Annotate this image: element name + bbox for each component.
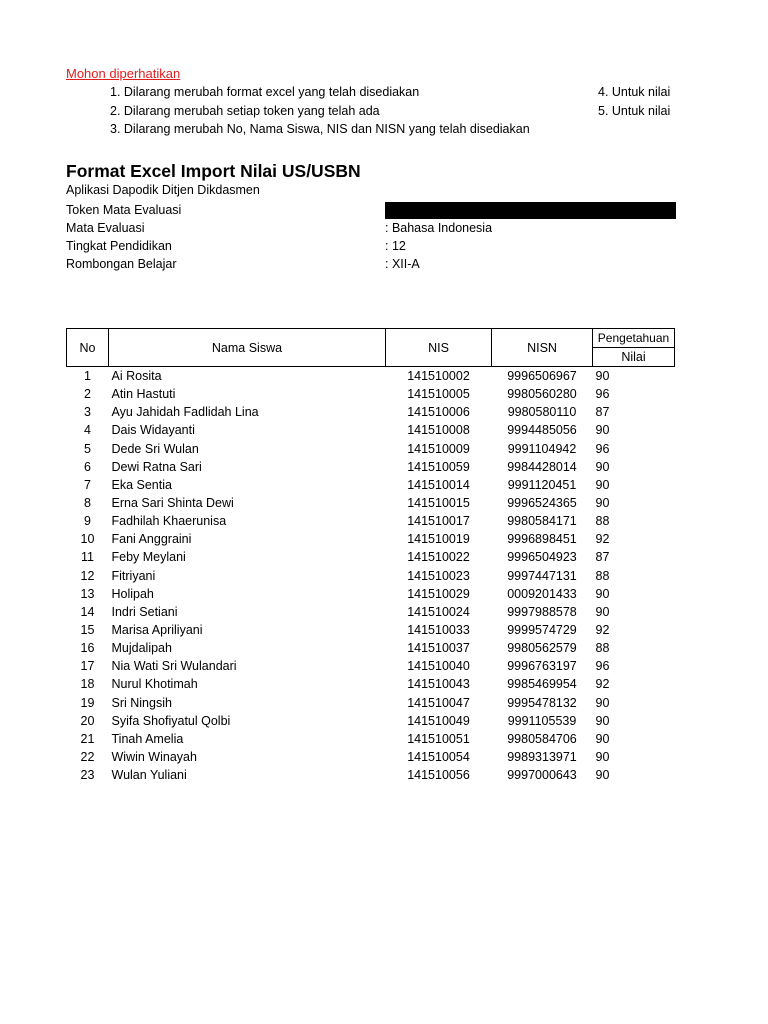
row-nilai: 90 — [595, 768, 610, 783]
row-nama-siswa: Nurul Khotimah — [111, 677, 198, 692]
row-nis: 141510019 — [407, 532, 470, 547]
mata-evaluasi-label: Mata Evaluasi — [66, 221, 145, 235]
row-nama-siswa: Ayu Jahidah Fadlidah Lina — [111, 405, 259, 420]
row-nisn: 9995478132 — [507, 695, 577, 710]
row-nilai: 90 — [595, 477, 610, 492]
notice-rule-1: 1. Dilarang merubah format excel yang telah disediakan — [110, 85, 420, 99]
row-nama-siswa: Dais Widayanti — [111, 423, 195, 438]
row-no: 7 — [84, 477, 91, 492]
row-nama-siswa: Ai Rosita — [111, 369, 162, 384]
row-nis: 141510006 — [407, 405, 470, 420]
row-nilai: 90 — [595, 713, 610, 728]
row-nama-siswa: Nia Wati Sri Wulandari — [111, 659, 237, 674]
row-nisn: 9991104942 — [507, 441, 577, 456]
row-nis: 141510015 — [407, 496, 470, 511]
header-pengetahuan: Pengetahuan — [593, 329, 675, 348]
row-nama-siswa: Wulan Yuliani — [111, 768, 187, 783]
row-nilai: 90 — [595, 423, 610, 438]
row-no: 5 — [84, 441, 91, 456]
table-row — [67, 712, 675, 730]
row-nisn: 9999574729 — [507, 623, 577, 638]
header-nisn: NISN — [492, 329, 593, 367]
row-no: 13 — [80, 586, 95, 601]
row-nama-siswa: Marisa Apriliyani — [111, 623, 203, 638]
row-nama-siswa: Dewi Ratna Sari — [111, 459, 202, 474]
table-row — [67, 440, 675, 458]
row-no: 12 — [80, 568, 95, 583]
row-nisn: 9997447131 — [507, 568, 577, 583]
grade-table — [66, 328, 675, 784]
row-nilai: 90 — [595, 695, 610, 710]
row-no: 23 — [80, 768, 95, 783]
row-no: 18 — [80, 677, 95, 692]
row-nama-siswa: Erna Sari Shinta Dewi — [111, 496, 234, 511]
table-row — [67, 621, 675, 639]
row-nama-siswa: Atin Hastuti — [111, 387, 176, 402]
table-row — [67, 385, 675, 403]
row-nisn: 9980580110 — [507, 405, 577, 420]
table-row — [67, 585, 675, 603]
table-row — [67, 476, 675, 494]
table-row — [67, 530, 675, 548]
tingkat-value: : 12 — [385, 239, 406, 253]
header-nilai: Nilai — [593, 348, 675, 367]
row-no: 8 — [84, 496, 91, 511]
page-title: Format Excel Import Nilai US/USBN — [66, 161, 361, 181]
notice-rule-5: 5. Untuk nilai — [598, 104, 671, 118]
table-row — [67, 675, 675, 693]
row-nisn: 9980584706 — [507, 731, 577, 746]
row-no: 4 — [84, 423, 91, 438]
table-row — [67, 548, 675, 566]
table-row — [67, 639, 675, 657]
notice-rule-2: 2. Dilarang merubah setiap token yang telah ada — [110, 104, 380, 118]
row-nis: 141510023 — [407, 568, 470, 583]
row-nisn: 9991120451 — [507, 477, 577, 492]
table-row — [67, 403, 675, 421]
row-nama-siswa: Fadhilah Khaerunisa — [111, 514, 227, 529]
row-nilai: 90 — [595, 459, 610, 474]
row-nama-siswa: Fani Anggraini — [111, 532, 192, 547]
header-nama: Nama Siswa — [109, 329, 386, 367]
row-nama-siswa: Mujdalipah — [111, 641, 172, 656]
row-nisn: 9980560280 — [507, 387, 577, 402]
header-nis: NIS — [386, 329, 492, 367]
token-label: Token Mata Evaluasi — [66, 203, 182, 217]
row-nama-siswa: Feby Meylani — [111, 550, 186, 565]
row-nis: 141510043 — [407, 677, 470, 692]
row-nis: 141510054 — [407, 750, 470, 765]
row-nilai: 96 — [595, 659, 610, 674]
row-nama-siswa: Indri Setiani — [111, 604, 178, 619]
row-nama-siswa: Eka Sentia — [111, 477, 172, 492]
row-nis: 141510037 — [407, 641, 470, 656]
row-no: 21 — [80, 731, 95, 746]
row-nama-siswa: Wiwin Winayah — [111, 750, 197, 765]
row-nilai: 90 — [595, 369, 610, 384]
row-nilai: 92 — [595, 623, 610, 638]
row-nilai: 88 — [595, 514, 610, 529]
row-nisn: 9989313971 — [507, 750, 577, 765]
row-no: 6 — [84, 459, 91, 474]
row-no: 15 — [80, 623, 95, 638]
row-nis: 141510029 — [407, 586, 470, 601]
row-nilai: 96 — [595, 441, 610, 456]
row-nis: 141510017 — [407, 514, 470, 529]
tingkat-label: Tingkat Pendidikan — [66, 239, 172, 253]
row-nama-siswa: Fitriyani — [111, 568, 156, 583]
rombel-label: Rombongan Belajar — [66, 257, 177, 271]
row-nisn: 9996763197 — [507, 659, 577, 674]
row-no: 1 — [84, 369, 91, 384]
row-nisn: 9996506967 — [507, 369, 577, 384]
row-nisn: 0009201433 — [507, 586, 577, 601]
row-nisn: 9997988578 — [507, 604, 577, 619]
row-no: 11 — [81, 550, 94, 565]
table-row — [67, 657, 675, 675]
table-row — [67, 494, 675, 512]
row-nilai: 90 — [595, 496, 610, 511]
row-nilai: 96 — [595, 387, 610, 402]
row-no: 19 — [80, 695, 95, 710]
mata-evaluasi-value: : Bahasa Indonesia — [385, 221, 493, 235]
row-nis: 141510059 — [407, 459, 470, 474]
notice-title: Mohon diperhatikan — [66, 66, 181, 81]
row-no: 9 — [84, 514, 91, 529]
row-nisn: 9980584171 — [507, 514, 577, 529]
row-nilai: 87 — [595, 405, 610, 420]
app-label: Aplikasi Dapodik Ditjen Dikdasmen — [66, 183, 260, 197]
row-nilai: 92 — [595, 677, 610, 692]
row-no: 22 — [80, 750, 95, 765]
row-nis: 141510002 — [407, 369, 470, 384]
row-nisn: 9980562579 — [507, 641, 577, 656]
token-redacted-field — [385, 202, 676, 219]
row-nisn: 9984428014 — [507, 459, 577, 474]
row-no: 2 — [84, 387, 91, 402]
row-nilai: 87 — [595, 550, 610, 565]
row-nis: 141510051 — [407, 731, 470, 746]
row-no: 16 — [80, 641, 95, 656]
row-nisn: 9997000643 — [507, 768, 577, 783]
row-no: 14 — [80, 604, 95, 619]
table-row — [67, 421, 675, 439]
row-no: 3 — [84, 405, 91, 420]
row-nis: 141510014 — [407, 477, 470, 492]
notice-rule-3: 3. Dilarang merubah No, Nama Siswa, NIS dan NISN yang telah disediakan — [110, 122, 530, 136]
row-nis: 141510022 — [407, 550, 470, 565]
row-nisn: 9996504923 — [507, 550, 577, 565]
row-nilai: 88 — [595, 641, 610, 656]
row-nis: 141510008 — [407, 423, 470, 438]
table-row — [67, 730, 675, 748]
row-nilai: 92 — [595, 532, 610, 547]
grade-table-body — [67, 367, 675, 785]
row-no: 20 — [80, 713, 95, 728]
notice-rule-4: 4. Untuk nilai — [598, 85, 671, 99]
row-no: 10 — [80, 532, 95, 547]
row-nilai: 90 — [595, 731, 610, 746]
row-nis: 141510009 — [407, 441, 470, 456]
row-nis: 141510040 — [407, 659, 470, 674]
row-nilai: 90 — [595, 586, 610, 601]
row-nisn: 9985469954 — [507, 677, 577, 692]
row-nis: 141510056 — [407, 768, 470, 783]
row-no: 17 — [80, 659, 95, 674]
row-nilai: 90 — [595, 750, 610, 765]
row-nis: 141510005 — [407, 387, 470, 402]
table-row — [67, 603, 675, 621]
row-nisn: 9994485056 — [507, 423, 577, 438]
table-row — [67, 512, 675, 530]
row-nilai: 88 — [595, 568, 610, 583]
row-nama-siswa: Holipah — [111, 586, 154, 601]
row-nis: 141510049 — [407, 713, 470, 728]
table-row — [67, 748, 675, 766]
table-row — [67, 367, 675, 386]
row-nama-siswa: Tinah Amelia — [111, 731, 184, 746]
row-nisn: 9996898451 — [507, 532, 577, 547]
row-nisn: 9996524365 — [507, 496, 577, 511]
table-row — [67, 766, 675, 784]
row-nama-siswa: Sri Ningsih — [111, 695, 172, 710]
rombel-value: : XII-A — [385, 257, 420, 271]
table-row — [67, 694, 675, 712]
row-nis: 141510047 — [407, 695, 470, 710]
row-nisn: 9991105539 — [507, 713, 577, 728]
row-nis: 141510033 — [407, 623, 470, 638]
row-nilai: 90 — [595, 604, 610, 619]
table-row — [67, 458, 675, 476]
row-nama-siswa: Syifa Shofiyatul Qolbi — [111, 713, 231, 728]
table-row — [67, 567, 675, 585]
row-nis: 141510024 — [407, 604, 470, 619]
row-nama-siswa: Dede Sri Wulan — [111, 441, 199, 456]
header-no: No — [67, 329, 109, 367]
